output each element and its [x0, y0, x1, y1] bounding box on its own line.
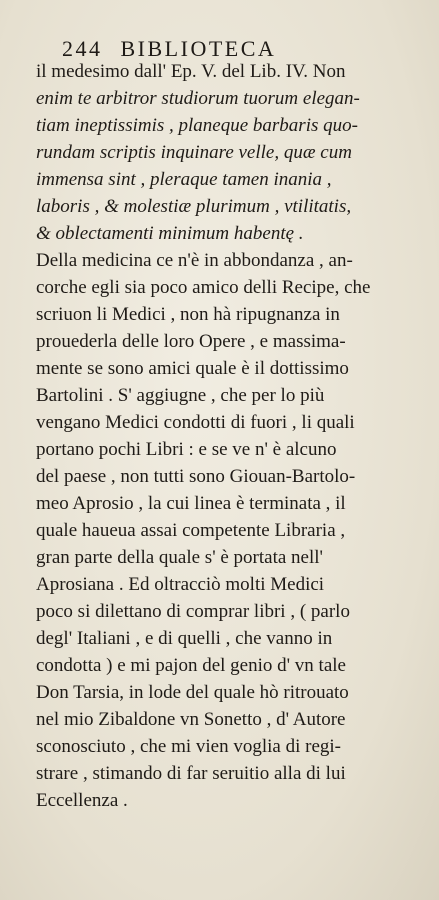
text-line: portano pochi Libri : e se ve n' è alcuno [36, 439, 337, 460]
text-line: poco si dilettano di comprar libri , ( parlo [36, 601, 350, 622]
text-line: enim te arbitror studiorum tuorum elegan- [36, 88, 360, 109]
text-line: corche egli sia poco amico delli Recipe, che [36, 277, 371, 298]
text-line: Eccellenza . [36, 790, 128, 811]
page-header [62, 36, 362, 62]
text-line: Aprosiana . Ed oltracciò molti Medici [36, 574, 325, 595]
text-line: immensa sint , pleraque tamen inania , [36, 169, 332, 190]
text-line: Bartolini . S' aggiugne , che per lo più [36, 385, 325, 406]
text-line: tiam ineptissimis , planeque barbaris quo- [36, 115, 358, 136]
text-line: laboris , & molestiæ plurimum , vtilitatis, [36, 196, 352, 217]
text-line: strare , stimando di far seruitio alla di lui [36, 763, 346, 784]
text-line: il medesimo dall' Ep. V. del Lib. IV. Non [36, 61, 346, 82]
text-line: rundam scriptis inquinare velle, quæ cum [36, 142, 352, 163]
text-line: Della medicina ce n'è in abbondanza , an- [36, 250, 353, 271]
text-line: degl' Italiani , e di quelli , che vanno in [36, 628, 333, 649]
text-line: mente se sono amici quale è il dottissimo [36, 358, 349, 379]
page-number: 244 [62, 36, 103, 61]
text-line: sconosciuto , che mi vien voglia di regi- [36, 736, 341, 757]
text-line: meo Aprosio , la cui linea è terminata , il [36, 493, 346, 514]
text-line: Don Tarsia, in lode del quale hò ritrouato [36, 682, 349, 703]
text-line: vengano Medici condotti di fuori , li quali [36, 412, 355, 433]
text-line: condotta ) e mi pajon del genio d' vn tale [36, 655, 346, 676]
text-line: nel mio Zibaldone vn Sonetto , d' Autore [36, 709, 346, 730]
text-line: gran parte della quale s' è portata nell' [36, 547, 323, 568]
text-line: & oblectamenti minimum habentę . [36, 223, 304, 244]
text-line: quale haueua assai competente Libraria , [36, 520, 346, 541]
text-line: del paese , non tutti sono Giouan-Bartolo- [36, 466, 356, 487]
text-line: prouederla delle loro Opere , e massima- [36, 331, 346, 352]
text-line: scriuon li Medici , non hà ripugnanza in [36, 304, 340, 325]
running-title: BIBLIOTECA [120, 36, 277, 61]
